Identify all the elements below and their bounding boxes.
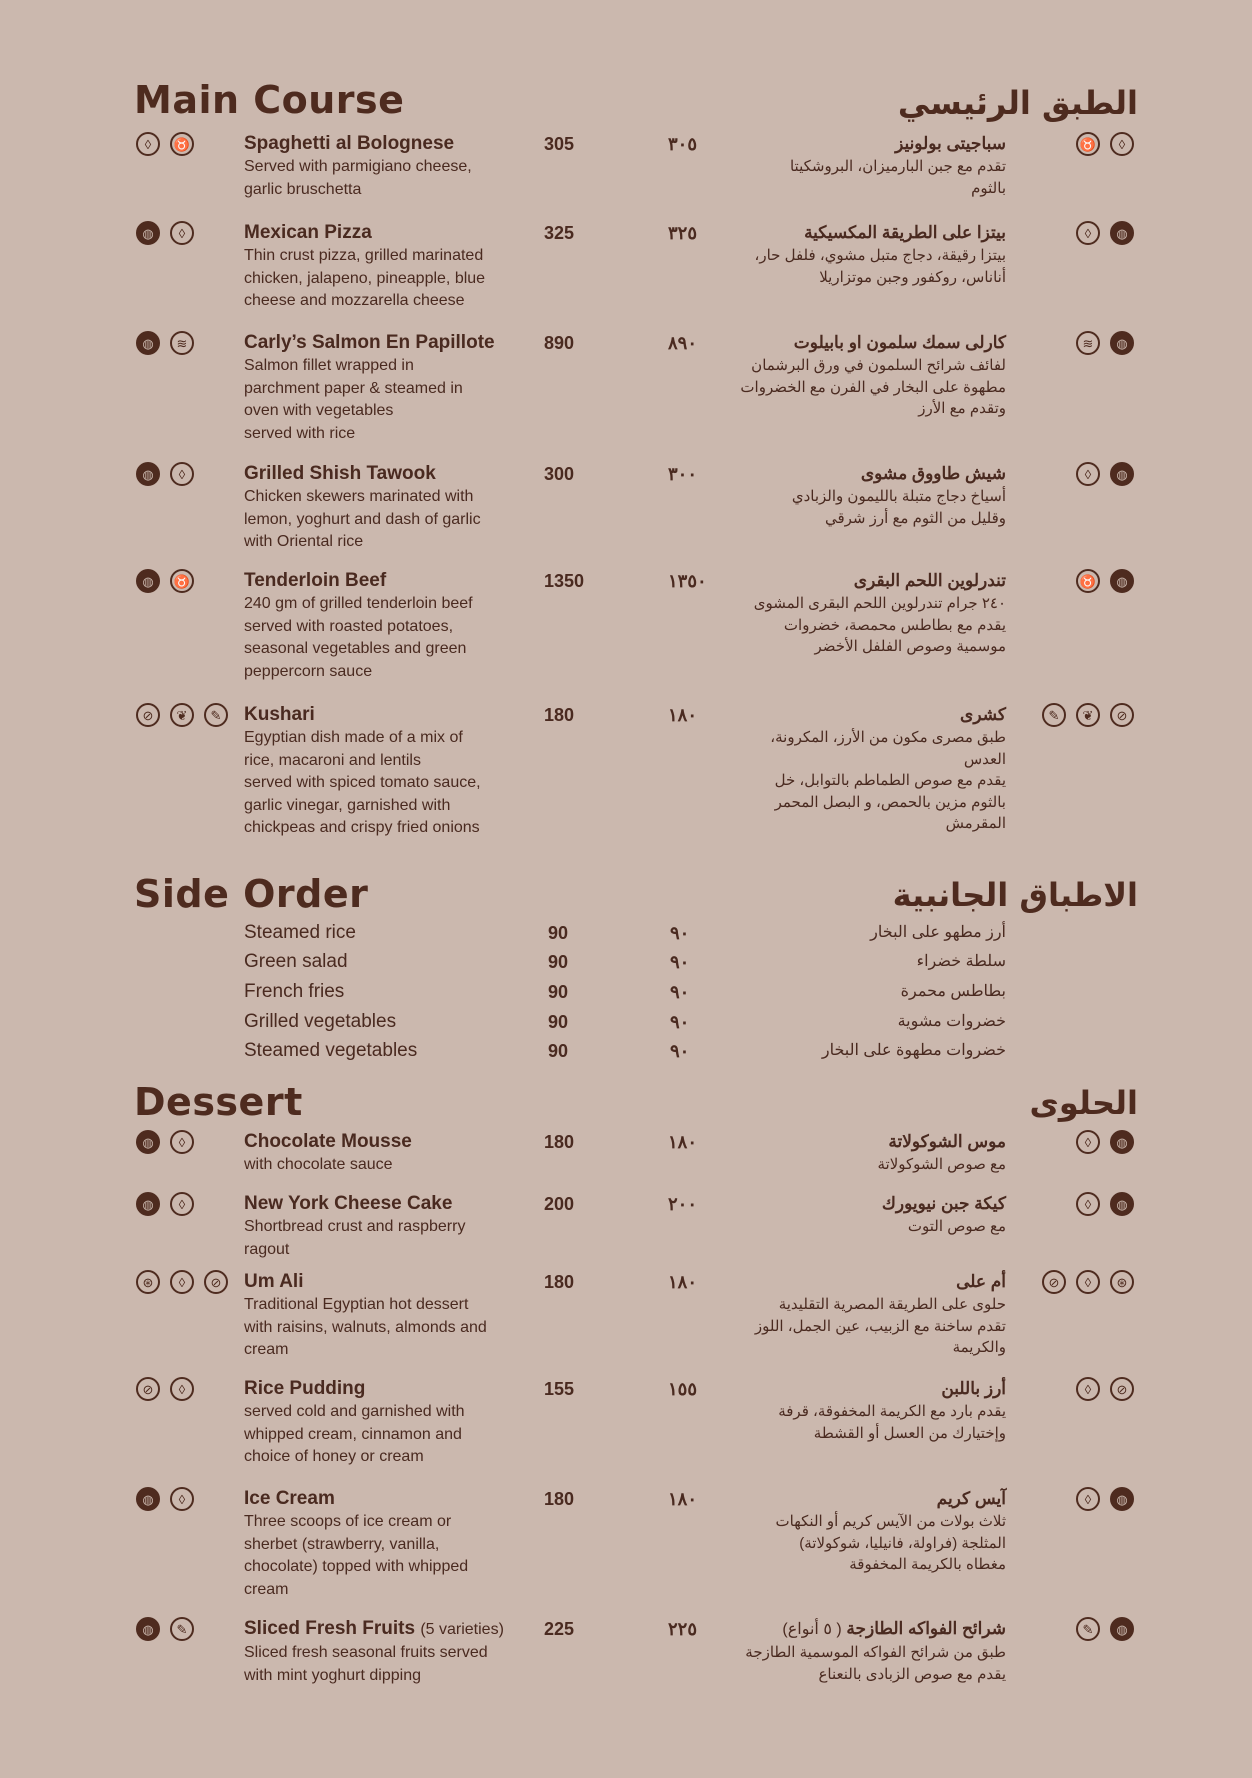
dietary-icons-ar [1076,462,1134,486]
item-details [244,132,534,201]
item-name-text: New York Cheese Cake [244,1193,453,1214]
item-details [244,1270,534,1362]
dietary-icons-ar [1076,1617,1134,1641]
seafood-icon: ≋ [170,331,194,355]
item-details-ar [716,1192,1006,1238]
dietary-icons [136,1270,228,1294]
globe-icon: ◍ [136,1192,160,1216]
dietary-icons [136,331,194,355]
item-description: Traditional Egyptian hot dessert with raisins, walnuts, almonds and cream [244,1296,487,1358]
main-course-title-ar: الطبق الرئيسي [897,84,1138,122]
item-price-ar: ٢٠٠ [668,1194,698,1214]
globe-icon: ◍ [136,331,160,355]
item-description: Sliced fresh seasonal fruits served with mint yoghurt dipping [244,1644,488,1684]
item-price-ar: ١٨٠ [668,1272,698,1292]
item-description: Salmon fillet wrapped in parchment paper & steamed in oven with vegetables served with rice [244,357,463,442]
meat-icon: ♉ [170,569,194,593]
item-name-ar-text: تندرلوين اللحم البقرى [853,571,1006,590]
vegetarian-icon: ◊ [1076,1192,1100,1216]
item-description: Three scoops of ice cream or sherbet (strawberry, vanilla, chocolate) topped with whipped cream [244,1513,469,1598]
item-name-ar [716,1377,1006,1401]
item-name-ar [716,132,1006,156]
item-details [244,1617,534,1687]
item-description-ar: ثلاث بولات من الآيس كريم أو النكهات المثلجة (فراولة، فانيليا، شوكولاتة) مغطاه بالكريمة المخفوقة [775,1513,1006,1573]
item-description-ar: حلوى على الطريقة المصرية التقليدية تقدم ساخنة مع الزبيب، عين الجمل، اللوز والكريمة [754,1296,1006,1356]
item-price: 305 [544,134,575,154]
item-name-suffix: (5 varieties) [420,1621,504,1638]
globe-icon: ◍ [136,221,160,245]
item-name [244,221,534,245]
item-description: Shortbread crust and raspberry ragout [244,1218,466,1258]
item-price: 890 [544,333,575,353]
item-price: 1350 [544,571,585,591]
dietary-icons [136,1617,194,1641]
item-description-ar: يقدم بارد مع الكريمة المخفوقة، قرفة وإختيارك من العسل أو القشطة [778,1403,1006,1442]
side-item-name: Steamed rice [244,922,356,943]
dessert-title-ar: الحلوى [1029,1084,1138,1122]
item-name-text: Um Ali [244,1271,304,1292]
side-order-item [0,1038,1252,1064]
vegetarian-icon: ◊ [170,1192,194,1216]
seafood-icon: ≋ [1076,331,1100,355]
item-details-ar [716,1617,1006,1685]
item-description-ar: أسياخ دجاج متبلة بالليمون والزبادي وقليل من الثوم مع أرز شرقي [791,488,1006,527]
dietary-icons [136,132,194,156]
side-order-title-ar: الاطباق الجانبية [892,876,1138,914]
globe-icon: ◍ [1110,1617,1134,1641]
meat-icon: ♉ [170,132,194,156]
item-description-ar: تقدم مع جبن البارميزان، البروشكيتا بالثوم [789,158,1006,197]
dietary-icons [136,1192,194,1216]
egyptian-icon: ⊘ [136,703,160,727]
item-name [244,462,534,486]
item-name-ar [716,1617,1006,1642]
item-description-ar: بيتزا رقيقة، دجاج متبل مشوي، فلفل حار، أناناس، روكفور وجبن موتزاريلا [754,247,1006,286]
item-name-ar-text: آيس كريم [936,1489,1006,1508]
item-name-ar-text: أرز باللبن [941,1379,1006,1398]
item-description: served cold and garnished with whipped cream, cinnamon and choice of honey or cream [244,1403,465,1465]
dietary-icons [136,221,194,245]
item-name [244,703,534,727]
vegetarian-icon: ◊ [170,462,194,486]
side-item-price-ar: ٩٠ [670,1041,690,1061]
side-item-name-ar: خضروات مشوية [897,1013,1006,1030]
dietary-icons-ar [1076,1130,1134,1154]
item-details [244,1487,534,1601]
item-details-ar [716,1130,1006,1176]
item-name-ar-text: أم على [956,1272,1006,1291]
item-details [244,1192,534,1261]
side-item-name-ar: سلطة خضراء [916,953,1006,970]
item-description-ar: طبق مصرى مكون من الأرز، المكرونة، العدس يقدم مع صوص الطماطم بالتوابل، خل بالثوم مزين بالحمص، و البصل المحمر المقرمش [770,729,1006,832]
item-description: Egyptian dish made of a mix of rice, macaroni and lentils served with spiced tomato sauce, garlic vinegar, garnished with chickpeas and crispy fried onions [244,729,481,836]
dessert-title: Dessert [134,1080,303,1124]
item-name [244,569,534,593]
item-price-ar: ٣٢٥ [668,223,698,243]
vegetarian-icon: ◊ [170,1377,194,1401]
item-name [244,1270,534,1294]
item-name-ar-text: شرائح الفواكه الطازجة [846,1619,1006,1638]
side-order-item [0,949,1252,975]
item-details-ar [716,1270,1006,1359]
globe-icon: ◍ [136,462,160,486]
item-name-ar-text: موس الشوكولاتة [888,1132,1006,1151]
item-price: 180 [544,1489,575,1509]
egyptian-icon: ⊘ [136,1377,160,1401]
item-price: 180 [544,705,575,725]
dietary-icons-ar [1076,331,1134,355]
item-name [244,331,534,355]
egyptian-icon: ⊘ [204,1270,228,1294]
vegetarian-icon: ◊ [170,1130,194,1154]
main-course-title: Main Course [134,78,405,122]
item-name [244,1192,534,1216]
item-details [244,221,534,313]
item-price: 180 [544,1132,575,1152]
globe-icon: ◍ [1110,1130,1134,1154]
side-item-price-ar: ٩٠ [670,952,690,972]
item-name-ar [716,569,1006,593]
side-item-price-ar: ٩٠ [670,982,690,1002]
item-price-ar: ٣٠٠ [668,464,698,484]
dietary-icons [136,462,194,486]
item-price-ar: ٣٠٥ [668,134,698,154]
globe-icon: ◍ [1110,331,1134,355]
item-name-text: Chocolate Mousse [244,1131,412,1152]
vegetarian-icon: ◊ [1076,1270,1100,1294]
item-price-ar: ١٣٥٠ [668,571,707,591]
item-name-ar [716,1130,1006,1154]
item-name-text: Tenderloin Beef [244,570,387,591]
item-details-ar [716,331,1006,420]
item-name-ar-text: شيش طاووق مشوى [860,464,1006,483]
item-name-ar [716,221,1006,245]
item-name-text: Sliced Fresh Fruits [244,1618,416,1639]
meat-icon: ♉ [1076,132,1100,156]
side-item-price-ar: ٩٠ [670,1012,690,1032]
dietary-icons-ar [1076,1377,1134,1401]
item-description: 240 gm of grilled tenderloin beef served with roasted potatoes, seasonal vegetables and green peppercorn sauce [244,595,473,680]
vegetarian-icon: ◊ [1076,1130,1100,1154]
side-order-item [0,1009,1252,1035]
globe-icon: ◍ [136,569,160,593]
item-price: 155 [544,1379,575,1399]
side-item-price: 90 [548,1041,569,1061]
dietary-icons-ar [1042,1270,1134,1294]
spicy-icon: ❦ [1076,703,1100,727]
item-name-text: Kushari [244,704,315,725]
item-name-text: Spaghetti al Bolognese [244,133,455,154]
side-item-price: 90 [548,923,569,943]
item-name-text: Rice Pudding [244,1378,366,1399]
item-description-ar: مع صوص الشوكولاتة [877,1156,1006,1173]
dietary-icons [136,1487,194,1511]
globe-icon: ◍ [1110,1487,1134,1511]
item-name-text: Grilled Shish Tawook [244,463,436,484]
item-details [244,331,534,445]
spicy-icon: ❦ [170,703,194,727]
item-details [244,1130,534,1177]
item-description-ar: مع صوص التوت [907,1218,1006,1235]
vegetarian-icon: ◊ [1076,221,1100,245]
item-details-ar [716,1487,1006,1576]
item-details-ar [716,221,1006,288]
item-price-ar: ١٨٠ [668,705,698,725]
item-description: Chicken skewers marinated with lemon, yoghurt and dash of garlic with Oriental rice [244,488,481,550]
vegetarian-icon: ◊ [1110,132,1134,156]
item-name-ar-text: سباجيتى بولونيز [895,134,1006,153]
item-details [244,462,534,554]
side-item-price: 90 [548,982,569,1002]
item-name-ar [716,462,1006,486]
dietary-icons-ar [1076,221,1134,245]
globe-icon: ◍ [136,1130,160,1154]
item-details [244,703,534,840]
item-name-ar-suffix: ( ٥ أنواع) [782,1621,842,1638]
item-name [244,132,534,156]
item-name-text: Carly’s Salmon En Papillote [244,332,495,353]
dietary-icons-ar [1042,703,1134,727]
item-price: 225 [544,1619,575,1639]
dietary-icons-ar [1076,1487,1134,1511]
item-details [244,1377,534,1469]
item-name-ar [716,1270,1006,1294]
item-price: 180 [544,1272,575,1292]
vegetarian-icon: ◊ [1076,462,1100,486]
item-details [244,569,534,683]
item-price-ar: ١٥٥ [668,1379,698,1399]
vegetarian-icon: ◊ [170,1487,194,1511]
item-name-ar-text: بيتزا على الطريقة المكسيكية [804,223,1006,242]
vegetarian-icon: ◊ [170,221,194,245]
item-details-ar [716,462,1006,529]
nuts-icon: ⊛ [136,1270,160,1294]
item-description: Served with parmigiano cheese, garlic bruschetta [244,158,472,198]
egyptian-icon: ⊘ [1110,703,1134,727]
item-price-ar: ٢٢٥ [668,1619,698,1639]
egyptian-icon: ⊘ [1110,1377,1134,1401]
item-name [244,1377,534,1401]
item-name [244,1130,534,1154]
nuts-icon: ⊛ [1110,1270,1134,1294]
item-description: Thin crust pizza, grilled marinated chicken, jalapeno, pineapple, blue cheese and mozzarella cheese [244,247,486,309]
dietary-icons [136,569,194,593]
item-description-ar: لفائف شرائح السلمون في ورق البرشمان مطهوة على البخار في الفرن مع الخضروات وتقدم مع الأرز [740,357,1006,417]
side-item-name: Grilled vegetables [244,1011,397,1032]
side-item-price-ar: ٩٠ [670,923,690,943]
item-details-ar [716,1377,1006,1444]
vegetarian-icon: ◊ [1076,1377,1100,1401]
vegan-icon: ✎ [170,1617,194,1641]
item-details-ar [716,132,1006,199]
dietary-icons-ar [1076,132,1134,156]
side-item-price: 90 [548,952,569,972]
item-details-ar [716,703,1006,835]
item-price: 325 [544,223,575,243]
item-price: 300 [544,464,575,484]
side-order-item [0,920,1252,946]
item-name-text: Mexican Pizza [244,222,372,243]
side-item-name-ar: بطاطس محمرة [900,983,1006,1000]
side-order-item [0,979,1252,1005]
item-name-ar [716,703,1006,727]
side-item-name: Steamed vegetables [244,1040,418,1061]
item-description-ar: طبق من شرائح الفواكه الموسمية الطازجة يقدم مع صوص الزبادى بالنعناع [745,1644,1006,1683]
item-name [244,1617,534,1642]
globe-icon: ◍ [1110,221,1134,245]
vegetarian-icon: ◊ [1076,1487,1100,1511]
vegan-icon: ✎ [1076,1617,1100,1641]
item-name-ar [716,1192,1006,1216]
dietary-icons [136,1377,194,1401]
vegan-icon: ✎ [1042,703,1066,727]
dietary-icons [136,703,228,727]
item-name [244,1487,534,1511]
vegetarian-icon: ◊ [170,1270,194,1294]
item-price: 200 [544,1194,575,1214]
item-details-ar [716,569,1006,658]
egyptian-icon: ⊘ [1042,1270,1066,1294]
side-item-name: Green salad [244,951,348,972]
item-description-ar: ٢٤٠ جرام تندرلوين اللحم البقرى المشوى يقدم مع بطاطس محمصة، خضروات موسمية وصوص الفلفل الأخضر [753,595,1006,655]
item-description: with chocolate sauce [244,1156,393,1173]
item-price-ar: ٨٩٠ [668,333,698,353]
item-name-text: Ice Cream [244,1488,335,1509]
side-item-price: 90 [548,1012,569,1032]
dietary-icons [136,1130,194,1154]
item-name-ar [716,331,1006,355]
item-name-ar-text: كارلى سمك سلمون او بابيلوت [793,333,1006,352]
item-name-ar [716,1487,1006,1511]
side-order-title: Side Order [134,872,369,916]
item-price-ar: ١٨٠ [668,1132,698,1152]
dietary-icons-ar [1076,569,1134,593]
item-price-ar: ١٨٠ [668,1489,698,1509]
dietary-icons-ar [1076,1192,1134,1216]
globe-icon: ◍ [136,1617,160,1641]
side-item-name-ar: أرز مطهو على البخار [870,924,1006,941]
globe-icon: ◍ [1110,569,1134,593]
side-item-name: French fries [244,981,345,1002]
item-name-ar-text: كشرى [960,705,1006,724]
globe-icon: ◍ [1110,1192,1134,1216]
side-item-name-ar: خضروات مطهوة على البخار [821,1042,1006,1059]
meat-icon: ♉ [1076,569,1100,593]
vegetarian-icon: ◊ [136,132,160,156]
vegan-icon: ✎ [204,703,228,727]
globe-icon: ◍ [136,1487,160,1511]
item-name-ar-text: كيكة جبن نيويورك [881,1194,1006,1213]
globe-icon: ◍ [1110,462,1134,486]
